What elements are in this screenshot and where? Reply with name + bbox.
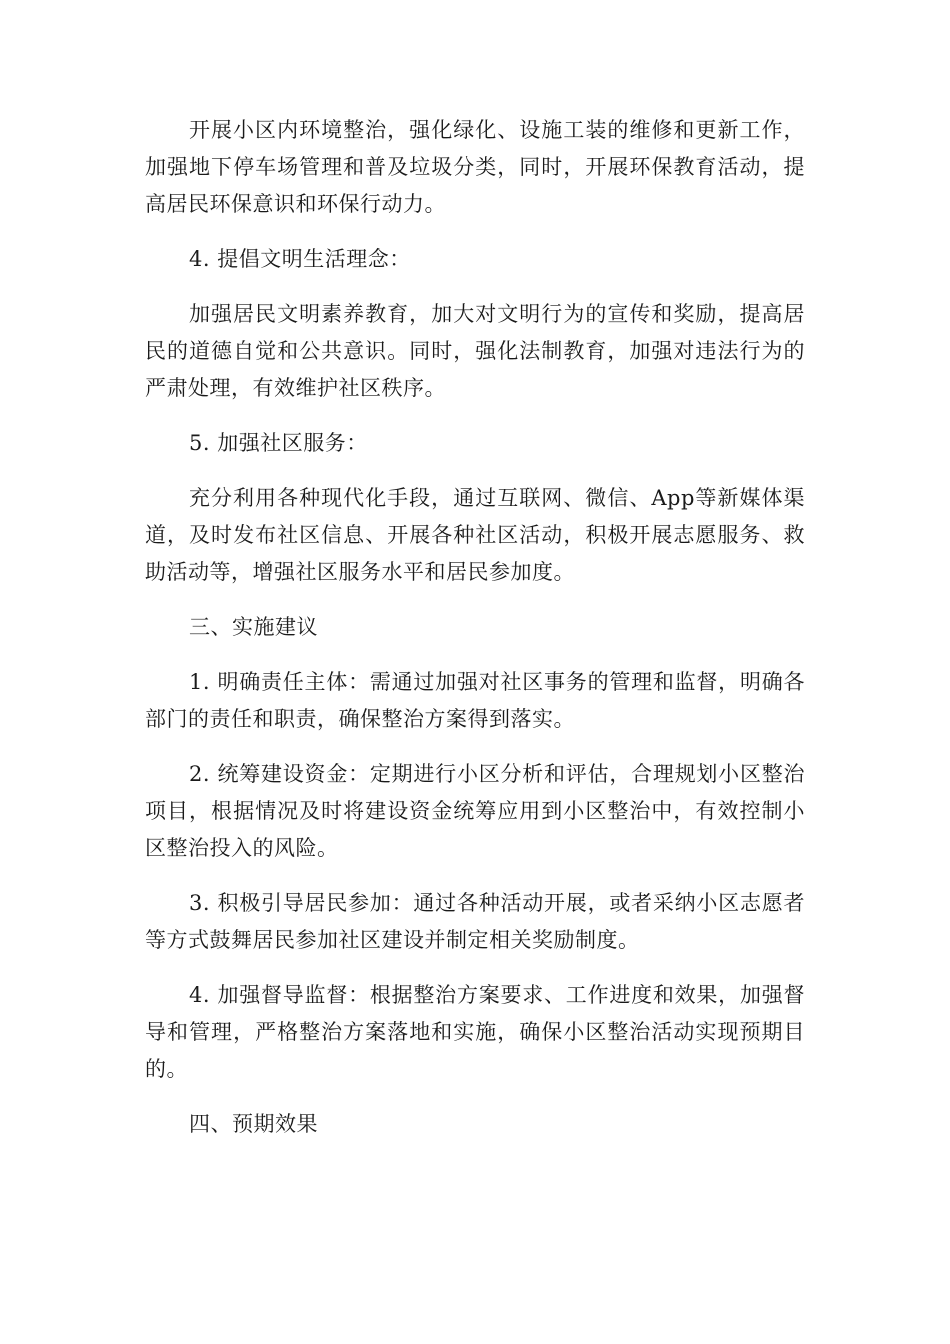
paragraph-community-service: 充分利用各种现代化手段，通过互联网、微信、App等新媒体渠道，及时发布社区信息、开展各种社区活动，积极开展志愿服务、救助活动等，增强社区服务水平和居民参加度。 [145,486,805,584]
paragraph-environment: 开展小区内环境整治，强化绿化、设施工装的维修和更新工作，加强地下停车场管理和普及垃圾分类，同时，开展环保教育活动，提高居民环保意识和环保行动力。 [145,118,805,216]
heading-civilized-life: 4. 提倡文明生活理念： [189,247,411,271]
heading-implementation: 三、实施建议 [189,615,318,639]
heading-community-service: 5. 加强社区服务： [189,431,368,455]
heading-expected-results: 四、预期效果 [189,1112,318,1136]
paragraph-responsibility: 1. 明确责任主体：需通过加强对社区事务的管理和监督，明确各部门的责任和职责，确保整治方案得到落实。 [145,670,805,731]
paragraph-supervision: 4. 加强督导监督：根据整治方案要求、工作进度和效果，加强督导和管理，严格整治方案落地和实施，确保小区整治活动实现预期目的。 [145,983,805,1081]
paragraph-resident-participation: 3. 积极引导居民参加：通过各种活动开展，或者采纳小区志愿者等方式鼓舞居民参加社区建设并制定相关奖励制度。 [145,891,805,952]
paragraph-civilized-life: 加强居民文明素养教育，加大对文明行为的宣传和奖励，提高居民的道德自觉和公共意识。同时，强化法制教育，加强对违法行为的严肃处理，有效维护社区秩序。 [145,302,805,400]
document-page [145,112,805,1161]
paragraph-funding: 2. 统筹建设资金：定期进行小区分析和评估，合理规划小区整治项目，根据情况及时将建设资金统筹应用到小区整治中，有效控制小区整治投入的风险。 [145,762,805,860]
